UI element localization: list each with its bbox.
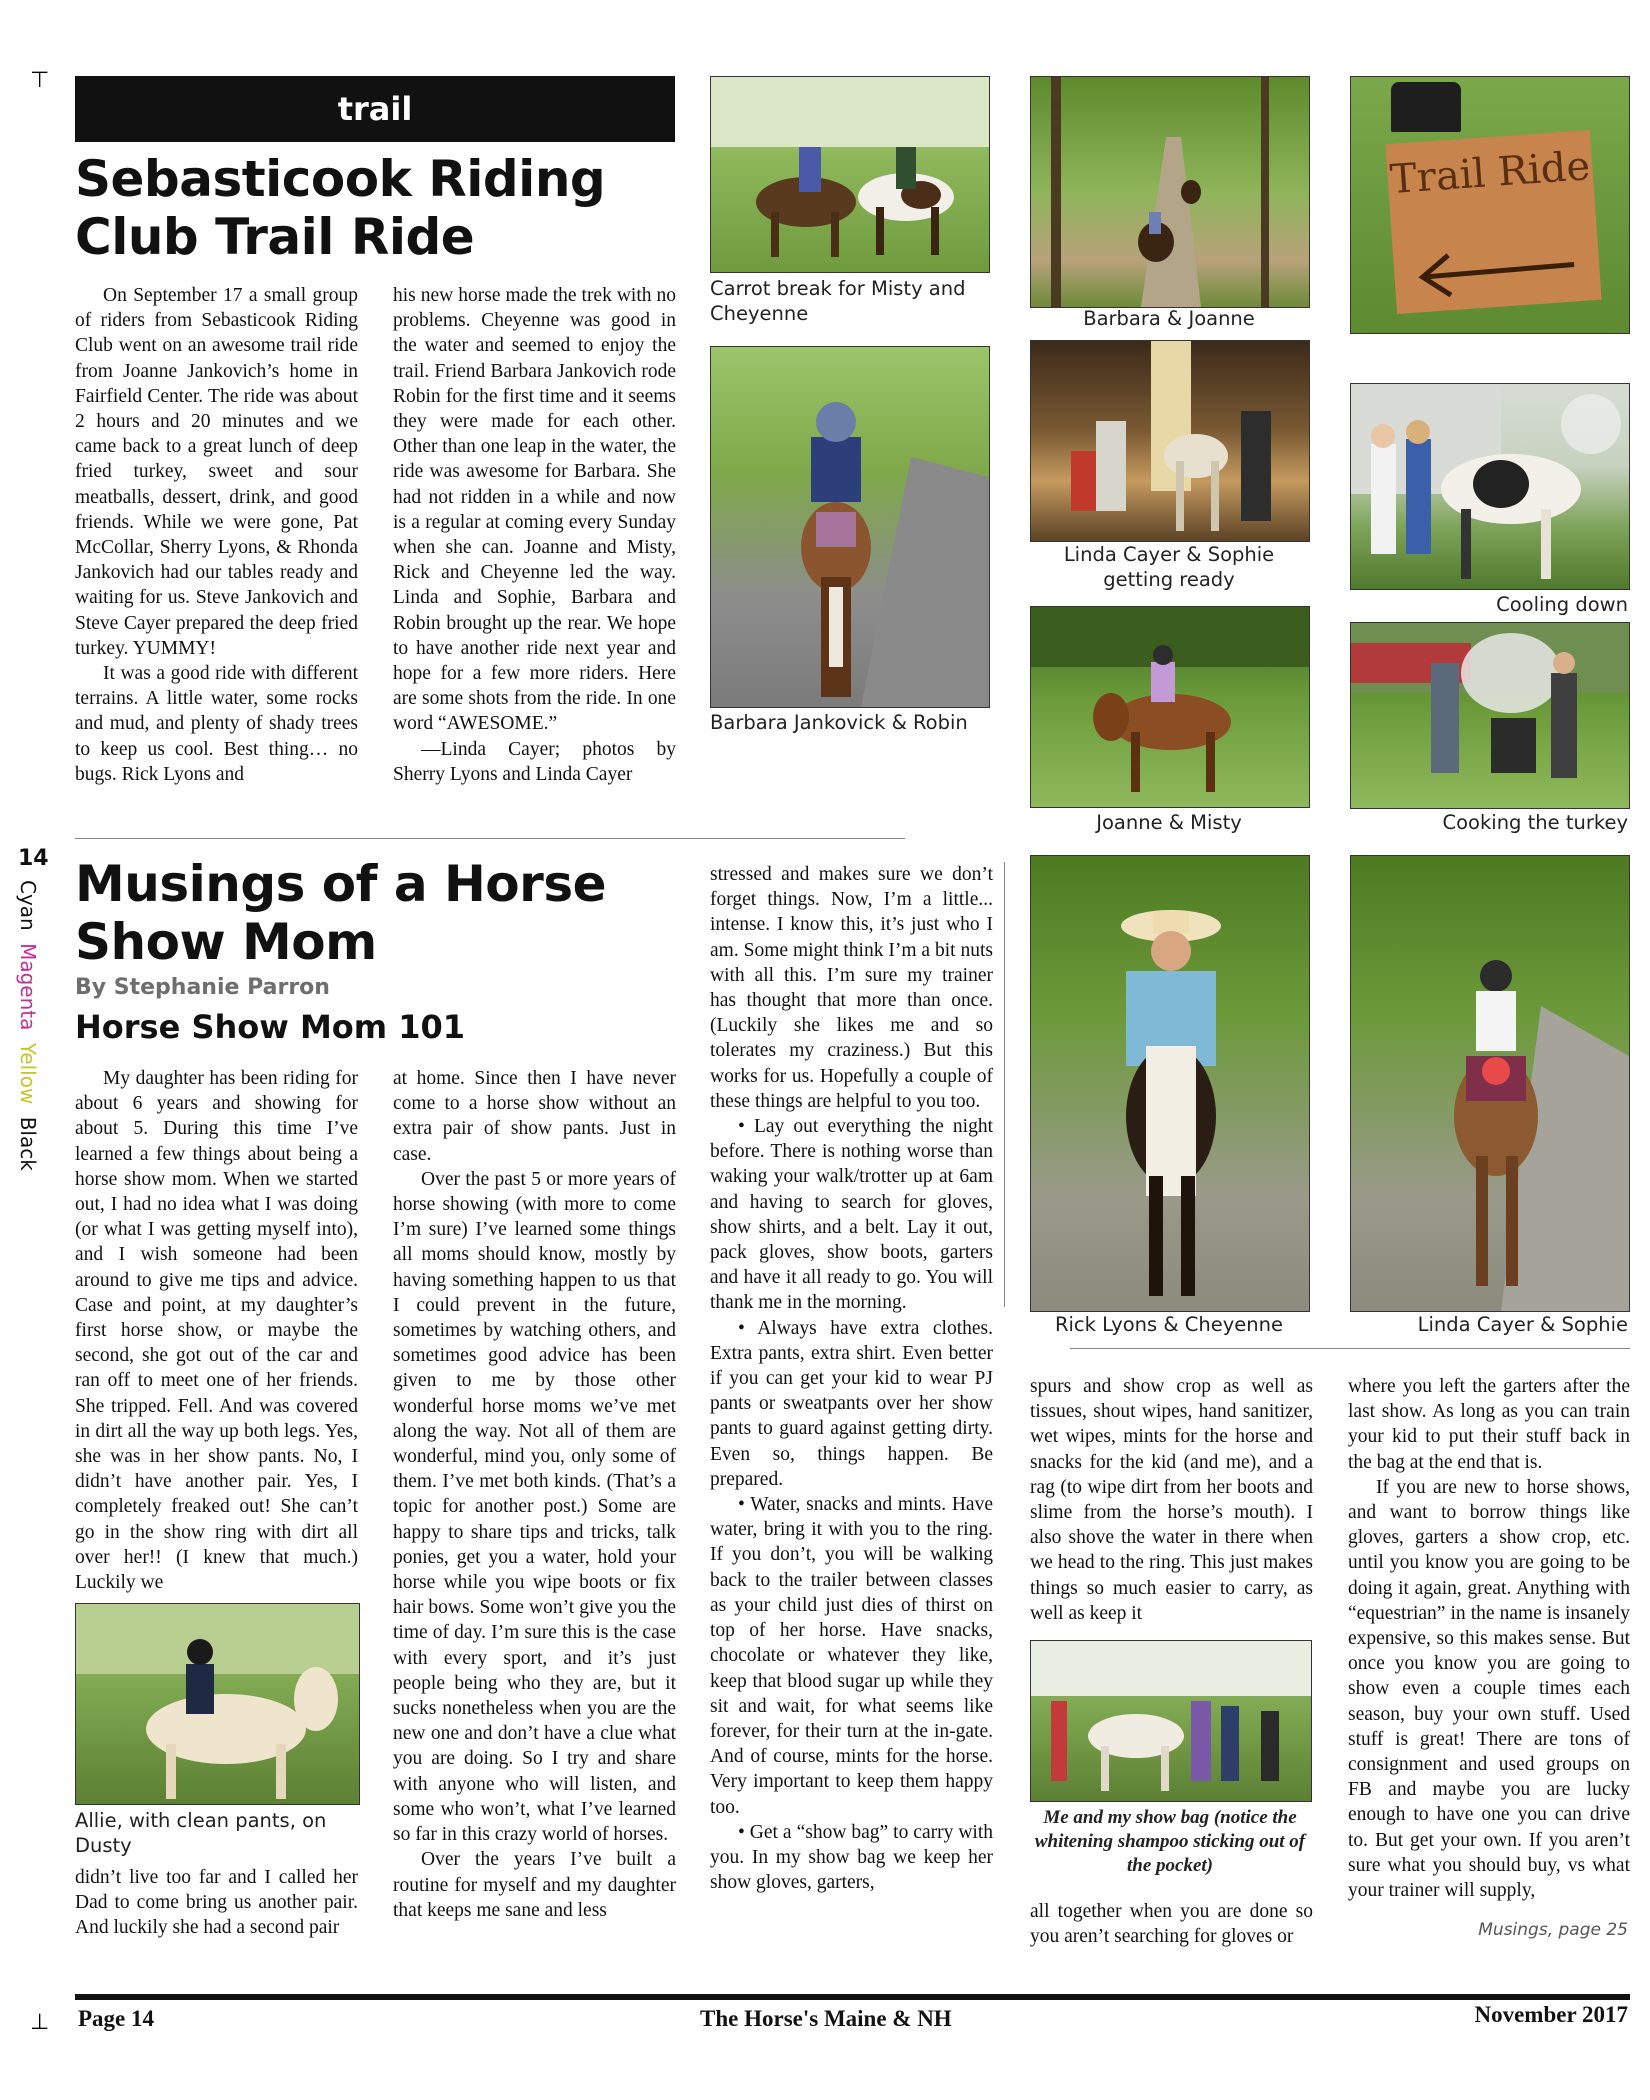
- photo-linda-sophie: [1350, 855, 1630, 1312]
- article2-headline: [75, 855, 675, 971]
- caption-allie-dusty: Allie, with clean pants, on Dusty: [75, 1809, 327, 1857]
- article2-paragraph: all together when you are done so you aren’t searching for gloves or: [1030, 1901, 1313, 1948]
- article1-headline-line2: Club Trail Ride: [75, 208, 475, 266]
- article2-subhead: Horse Show Mom 101: [75, 1008, 466, 1046]
- article2-column-1: [75, 1066, 358, 1595]
- photo-show-bag: [1030, 1640, 1312, 1802]
- article2-paragraph: • Get a “show bag” to carry with you. In my show bag we keep her show gloves, garters,: [710, 1821, 993, 1894]
- arrow-left-icon: [1393, 235, 1602, 309]
- mailbox-icon: [1391, 82, 1461, 132]
- article2-paragraph: • Always have extra clothes. Extra pants, extra shirt. Even better if you can get your kid to wear PJ pants or sweatpants over her show pants to guard against getting dirty. Even so, things happen. Be prepared.: [710, 1317, 993, 1490]
- continued-link[interactable]: Musings, page 25: [1478, 1920, 1628, 1940]
- rider-on-grass-illustration: [1031, 607, 1309, 807]
- article2-headline-line1: Musings of a Horse: [75, 855, 606, 913]
- article1-signature: —Linda Cayer; photos by Sherry Lyons and Linda Cayer: [393, 738, 676, 785]
- label-cyan: Cyan: [16, 880, 40, 931]
- column-divider: [1070, 1348, 1630, 1349]
- horse-washing-illustration: [1351, 384, 1629, 589]
- turkey-fryer-illustration: [1351, 623, 1629, 808]
- label-black: Black: [16, 1116, 40, 1171]
- photo-joanne-misty: [1030, 606, 1310, 808]
- article2-paragraph: Over the years I’ve built a routine for myself and my daughter that keeps me sane and less: [393, 1849, 676, 1921]
- caption-cooling-down: Cooling down: [1496, 593, 1628, 616]
- caption-joanne-misty: Joanne & Misty: [1096, 811, 1242, 834]
- article2-column-4: [1030, 1374, 1313, 1626]
- photo-barbara-robin: [710, 346, 990, 708]
- article2-column-2: [393, 1066, 676, 1923]
- article2-paragraph: at home. Since then I have never come to a horse show without an extra pair of show pants. Just in case.: [393, 1068, 676, 1165]
- article2-byline: By Stephanie Parron: [75, 975, 330, 1000]
- caption-rick-cheyenne: Rick Lyons & Cheyenne: [1054, 1313, 1284, 1336]
- footer-rule: [75, 1994, 1630, 2000]
- section-band: trail: [75, 76, 675, 142]
- photo-cooling-down: [1350, 383, 1630, 590]
- label-magenta: Magenta: [16, 943, 40, 1031]
- caption-linda-sophie-ready: Linda Cayer & Sophie getting ready: [1063, 543, 1275, 591]
- article1-headline: [75, 150, 675, 266]
- horse-show-crowd-illustration: [1031, 1641, 1311, 1801]
- article2-column-3: [710, 862, 993, 1895]
- article2-column-4-continued: [1030, 1899, 1313, 1949]
- article2-headline-line2: Show Mom: [75, 913, 377, 971]
- article2-column-5: [1348, 1374, 1630, 1903]
- article2-column-1-continued: [75, 1865, 358, 1941]
- sign-text: Trail Ride: [1388, 143, 1592, 204]
- caption-barbara-joanne: Barbara & Joanne: [1083, 307, 1255, 330]
- caption-show-bag: Me and my show bag (notice the whitening shampoo sticking out of the pocket): [1034, 1807, 1306, 1876]
- article1-paragraph: On September 17 a small group of riders from Sebasticook Riding Club went on an awesome trail ride from Joanne Jankovich’s home in Fairfield Center. The ride was about 2 hours and 20 minutes and we came back to a great lunch of deep fried turkey, sweet and sour meatballs, dessert, drink, and good friends. While we were gone, Pat McCollar, Sherry Lyons, & Rhonda Jankovich had our tables ready and waiting for us. Steve Jankovich and Steve Cayer prepared the deep fried turkey. YUMMY!: [75, 285, 358, 659]
- article2-paragraph: If you are new to horse shows, and want to borrow things like gloves, garters a show crop, etc. until you know you are going to be doing it again, great. Anything with “equestrian” in the name is insanely expensive, so this makes sense. But once you know you are going to show even a couple times each season, buy your own stuff. Used stuff is great! There are tons of consignment and used groups on FB and maybe you are lucky enough to have one you can drive to. But get your own. If you aren’t sure what you should buy, vs what your trainer will supply,: [1348, 1476, 1630, 1902]
- article2-paragraph: My daughter has been riding for about 6 years and showing for about 5. During this time I’ve learned a few things about being a horse show mom. When we started out, I had no idea what I was doing (or what I was getting myself into), and I wish someone had been around to give me tips and advice. Case and point, at my daughter’s first horse show, or maybe the second, she got out of the car and ran off to meet one of her friends. She tripped. Fell. And was covered in dirt all the way up both legs. Yes, she was in her show pants. No, I didn’t have another pair. Yes, I completely freaked out! She can’t go in the show ring with dirt all over her!! (I knew that much.) Luckily we: [75, 1068, 358, 1594]
- crop-mark-bottom: ⊥: [30, 2010, 50, 2035]
- footer-page-number: Page 14: [78, 2006, 155, 2031]
- article2-paragraph: where you left the garters after the last show. As long as you can train your kid to put their stuff back in the bag at the end that is.: [1348, 1376, 1630, 1473]
- crop-mark-top: ⊤: [30, 68, 50, 93]
- footer-publication: The Horse's Maine & NH: [700, 2006, 952, 2031]
- rider-on-road-illustration: [711, 347, 989, 707]
- color-registration-labels: [16, 880, 40, 1171]
- caption-linda-sophie: Linda Cayer & Sophie: [1417, 1313, 1628, 1336]
- forest-trail-illustration: [1031, 77, 1309, 307]
- trail-ride-sign: [1385, 130, 1601, 314]
- cowboy-rider-illustration: [1031, 856, 1309, 1311]
- article2-paragraph: stressed and makes sure we don’t forget things. Now, I’m a little... intense. I know this, it’s just who I am. Some might think I’m a bit nuts with all this. I’m sure my trainer has thought that more than once. (Luckily she likes me and so tolerates my craziness.) But this works for us. Hopefully a couple of these things are helpful to you too.: [710, 864, 993, 1112]
- article-divider: [75, 838, 905, 839]
- caption-barbara-robin: Barbara Jankovick & Robin: [710, 711, 968, 734]
- photo-linda-sophie-ready: [1030, 340, 1310, 542]
- photo-allie-dusty: [75, 1603, 360, 1805]
- article1-column-1: [75, 283, 358, 787]
- photo-cooking-turkey: [1350, 622, 1630, 809]
- caption-cooking-turkey: Cooking the turkey: [1442, 811, 1628, 834]
- footer-date: November 2017: [1474, 2002, 1628, 2027]
- label-yellow: Yellow: [16, 1042, 40, 1105]
- photo-carrot-break: [710, 76, 990, 273]
- caption-carrot-break: Carrot break for Misty and Cheyenne: [710, 277, 966, 325]
- photo-barbara-joanne: [1030, 76, 1310, 308]
- photo-trail-ride-sign: [1350, 76, 1630, 334]
- article2-paragraph: didn’t live too far and I called her Dad to come bring us another pair. And luckily she had a second pair: [75, 1867, 358, 1939]
- photo-rick-cheyenne: [1030, 855, 1310, 1312]
- article1-paragraph: his new horse made the trek with no problems. Cheyenne was good in the water and seemed to enjoy the trail. Friend Barbara Jankovich rode Robin for the first time and it seems they were made for each other. Other than one leap in the water, the ride was awesome for Barbara. She had not ridden in a while and now is a regular at coming every Sunday when she can. Joanne and Misty, Rick and Cheyenne led the way. Linda and Sophie, Barbara and Robin brought up the rear. We hope to have another ride next year and hope for a few more riders. Here are some shots from the ride. In one word “AWESOME.”: [393, 285, 676, 735]
- side-page-number: 14: [18, 846, 49, 871]
- rider-on-trail-illustration: [1351, 856, 1629, 1311]
- child-on-pony-illustration: [76, 1604, 359, 1804]
- article2-paragraph: Over the past 5 or more years of horse showing (with more to come I’m sure) I’ve learned some things all moms should know, mostly by having something happen to us that I could prevent in the future, sometimes by watching others, and sometimes good advice has been given to me by those other wonderful horse moms we’ve met along the way. Not all of them are wonderful, mind you, only some of them. I’ve met both kinds. (That’s a topic for another post.) Some are happy to share tips and tricks, talk ponies, get you a water, hold your horse while you wipe boots or fix hair bows. Some won’t give you the time of day. I’m sure this is the case with every sport, and it’s just people being who they are, but it sucks nonetheless when you are the new one and don’t have a clue what you are doing. So I try and share with anyone who will listen, and some who won’t, what I’ve learned so far in this crazy world of horses.: [393, 1168, 676, 1846]
- article1-paragraph: It was a good ride with different terrains. A little water, some rocks and mud, and plenty of shady trees to keep us cool. Best thing… no bugs. Rick Lyons and: [75, 663, 358, 785]
- article2-paragraph: • Lay out everything the night before. There is nothing worse than waking your walk/trotter up at 6am and having to search for gloves, show shirts, and a belt. Lay it out, pack gloves, show boots, garters and have it all ready to go. You will thank me in the morning.: [710, 1116, 993, 1314]
- article2-paragraph: spurs and show crop as well as tissues, shout wipes, hand sanitizer, wet wipes, mints for the horse and snacks for the kid (and me), and a rag (to wipe dirt from her boots and slime from the horse’s mouth). I also shove the water in there when we head to the ring. This just makes things so much easier to carry, as well as keep it: [1030, 1376, 1313, 1624]
- article1-headline-line1: Sebasticook Riding: [75, 150, 606, 208]
- horse-riders-illustration: [711, 77, 989, 272]
- column-rule: [1004, 862, 1005, 1307]
- article1-column-2: [393, 283, 676, 787]
- article2-paragraph: • Water, snacks and mints. Have water, bring it with you to the ring. If you don’t, you will be walking back to the trailer between classes as your child just dies of thirst on top of her horse. Have snacks, chocolate or whatever they like, keep that blood sugar up while they sit and wait, for what seems like forever, for their turn at the in-gate. And of course, mints for the horse. Very important to keep them happy too.: [710, 1494, 993, 1818]
- barn-aisle-illustration: [1031, 341, 1309, 541]
